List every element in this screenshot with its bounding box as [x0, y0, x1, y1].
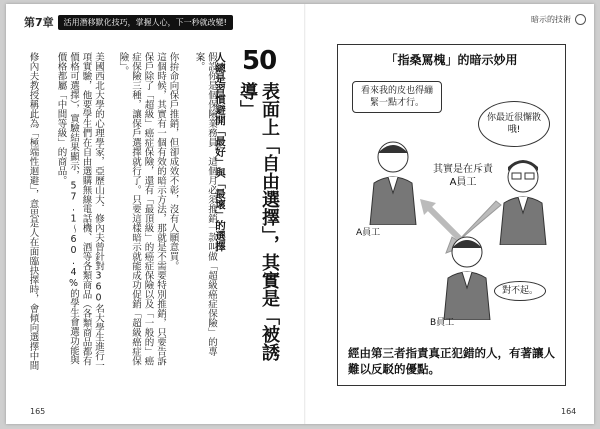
chapter-mark: 第7章 — [24, 16, 54, 29]
center-note: 其實是在斥責A員工 — [433, 164, 493, 188]
right-page-number: 164 — [561, 407, 577, 416]
speech-bubble-b: 對不起。 — [494, 281, 546, 301]
label-a: A員工 — [356, 228, 381, 238]
circle-icon — [575, 14, 586, 25]
page-gutter — [304, 4, 306, 424]
paragraph-1: 假設你是個保險業務員，這個月必須推銷一款叫做「超級癌症保險」的專案。 — [193, 52, 217, 356]
left-page-header — [24, 14, 233, 30]
paragraph-3: 這個時候，其實有一個有效的暗示方法，那就是不需要特別推銷，只要告訴保戶除了「超級」癌症保險，還有「最頂級」的癌症保險以及「一般的」癌症保險三種，讓保戶選擇就行了。只要這樣暗示就能成功促銷「超級癌症保險」。 — [117, 52, 166, 366]
left-page-number: 165 — [30, 407, 46, 416]
illustration-box — [337, 44, 566, 386]
illustration-title: 「指桑罵槐」的暗示妙用 — [385, 53, 518, 67]
section-subhead: 人總是習慣避開「最好」與「最壞」的選擇 — [214, 52, 226, 252]
right-page-header — [531, 14, 586, 25]
speech-bubble-manager: 你最近很懈散哦! — [478, 101, 550, 147]
section-title: 表面上「自由選擇」，其實是「被誘導」 — [237, 82, 280, 361]
section-number: 50 — [242, 46, 277, 76]
right-header-text: 暗示的技術 — [531, 15, 571, 24]
book-spread — [6, 4, 594, 424]
illustration-caption: 經由第三者指責真正犯錯的人，有著讓人難以反駁的優點。 — [348, 346, 555, 376]
paragraph-5: 修內夫教授稱此為「極端性迴避」，意思是人在面臨抉擇時，會傾向選擇中間 — [27, 52, 39, 371]
chapter-header-bar: 活用潛移默化技巧，掌握人心，下一秒就改變! — [58, 15, 233, 30]
paragraph-2: 你拚命向保戶推銷，但卻成效不彰，沒有人願意買。 — [167, 52, 179, 271]
employee-b-figure — [432, 230, 502, 320]
speech-bubble-a: 看來我的皮也得繃緊一點才行。 — [352, 81, 442, 113]
paragraph-4: 美國西北大學的心理學家，亞歷山大．修內夫曾針對360名大學生進行一項實驗，他要學生們在自由選購無線電話機、酒等各類商品（各類商品都有價格可選擇），實驗結果顯示，57.1～60.4%的學生會選功能與價格都屬「中間等級」的商品。 — [55, 52, 104, 370]
label-b: B員工 — [430, 318, 455, 328]
